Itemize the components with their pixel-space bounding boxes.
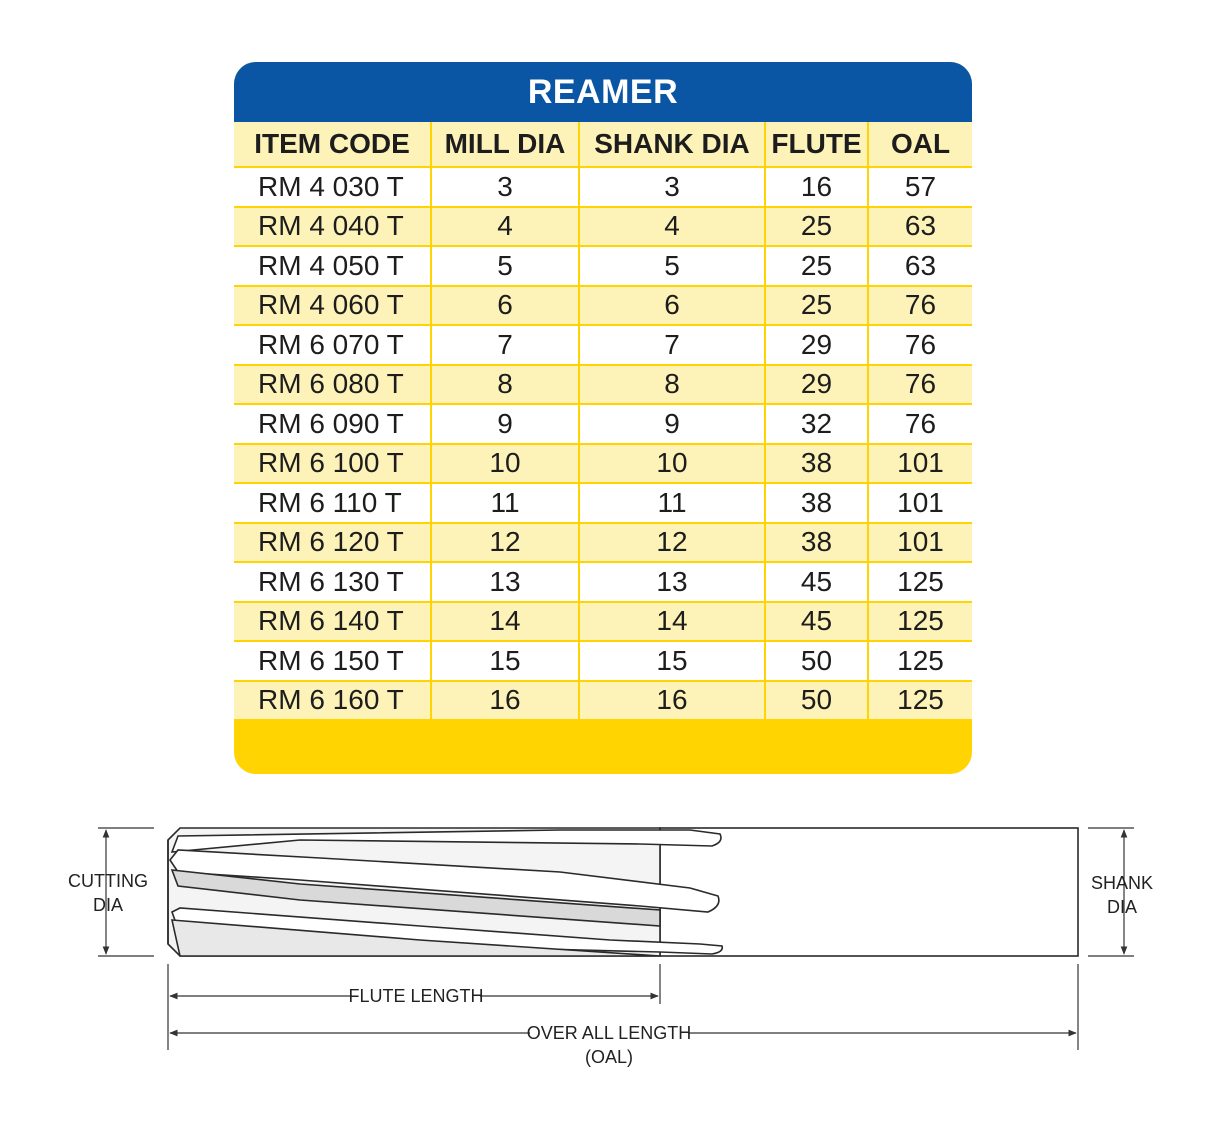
shank-dia-label-2: DIA — [1106, 897, 1138, 917]
cell-item-code: RM 6 110 T — [234, 483, 431, 523]
cell-flute: 50 — [765, 641, 868, 681]
cell-mill-dia: 9 — [431, 404, 579, 444]
cell-flute: 38 — [765, 444, 868, 484]
cell-shank-dia: 10 — [579, 444, 765, 484]
header-shank-dia: SHANK DIA — [579, 122, 765, 167]
cell-mill-dia: 7 — [431, 325, 579, 365]
cell-mill-dia: 10 — [431, 444, 579, 484]
cell-item-code: RM 6 130 T — [234, 562, 431, 602]
overall-length-label: OVER ALL LENGTH — [526, 1023, 692, 1043]
cell-shank-dia: 7 — [579, 325, 765, 365]
oal-abbrev-label: (OAL) — [584, 1047, 634, 1067]
cell-item-code: RM 6 150 T — [234, 641, 431, 681]
cell-oal: 76 — [868, 365, 972, 405]
cell-mill-dia: 5 — [431, 246, 579, 286]
cell-shank-dia: 5 — [579, 246, 765, 286]
cell-flute: 32 — [765, 404, 868, 444]
cell-item-code: RM 6 160 T — [234, 681, 431, 721]
cell-shank-dia: 13 — [579, 562, 765, 602]
header-oal: OAL — [868, 122, 972, 167]
cell-oal: 101 — [868, 483, 972, 523]
cell-flute: 29 — [765, 325, 868, 365]
flute-length-label: FLUTE LENGTH — [348, 986, 484, 1006]
header-flute: FLUTE — [765, 122, 868, 167]
cell-shank-dia: 4 — [579, 207, 765, 247]
shank-body — [660, 828, 1078, 956]
cell-shank-dia: 12 — [579, 523, 765, 563]
cell-oal: 125 — [868, 602, 972, 642]
cell-flute: 38 — [765, 483, 868, 523]
cell-flute: 45 — [765, 562, 868, 602]
cell-item-code: RM 6 140 T — [234, 602, 431, 642]
cell-item-code: RM 4 050 T — [234, 246, 431, 286]
cell-flute: 45 — [765, 602, 868, 642]
shank-dia-label-1: SHANK — [1090, 873, 1154, 893]
cell-shank-dia: 16 — [579, 681, 765, 721]
reamer-tool-drawing — [168, 828, 1078, 956]
cell-shank-dia: 14 — [579, 602, 765, 642]
cell-shank-dia: 8 — [579, 365, 765, 405]
cell-flute: 25 — [765, 286, 868, 326]
cutting-dia-label-2: DIA — [92, 895, 124, 915]
cell-flute: 25 — [765, 207, 868, 247]
cell-item-code: RM 6 070 T — [234, 325, 431, 365]
cell-item-code: RM 6 100 T — [234, 444, 431, 484]
cell-oal: 76 — [868, 404, 972, 444]
cell-oal: 125 — [868, 681, 972, 721]
cell-item-code: RM 4 030 T — [234, 167, 431, 207]
header-item-code: ITEM CODE — [234, 122, 431, 167]
cell-mill-dia: 16 — [431, 681, 579, 721]
cell-shank-dia: 3 — [579, 167, 765, 207]
cell-flute: 29 — [765, 365, 868, 405]
cell-item-code: RM 6 090 T — [234, 404, 431, 444]
header-mill-dia: MILL DIA — [431, 122, 579, 167]
cutting-dia-label-1: CUTTING — [68, 871, 148, 891]
cell-shank-dia: 6 — [579, 286, 765, 326]
cell-oal: 125 — [868, 641, 972, 681]
cell-item-code: RM 4 040 T — [234, 207, 431, 247]
cell-shank-dia: 15 — [579, 641, 765, 681]
cell-flute: 38 — [765, 523, 868, 563]
cell-oal: 101 — [868, 444, 972, 484]
cell-oal: 125 — [868, 562, 972, 602]
table-title: REAMER — [234, 62, 972, 122]
cell-mill-dia: 8 — [431, 365, 579, 405]
cell-item-code: RM 6 120 T — [234, 523, 431, 563]
cell-oal: 76 — [868, 286, 972, 326]
cell-mill-dia: 13 — [431, 562, 579, 602]
cell-mill-dia: 15 — [431, 641, 579, 681]
cell-mill-dia: 6 — [431, 286, 579, 326]
cell-mill-dia: 14 — [431, 602, 579, 642]
cell-mill-dia: 4 — [431, 207, 579, 247]
cell-item-code: RM 6 080 T — [234, 365, 431, 405]
cell-flute: 25 — [765, 246, 868, 286]
cell-flute: 16 — [765, 167, 868, 207]
cell-mill-dia: 11 — [431, 483, 579, 523]
cell-shank-dia: 9 — [579, 404, 765, 444]
cell-oal: 57 — [868, 167, 972, 207]
cell-mill-dia: 12 — [431, 523, 579, 563]
cell-oal: 63 — [868, 207, 972, 247]
cell-shank-dia: 11 — [579, 483, 765, 523]
cell-oal: 101 — [868, 523, 972, 563]
cell-oal: 63 — [868, 246, 972, 286]
cell-mill-dia: 3 — [431, 167, 579, 207]
cell-item-code: RM 4 060 T — [234, 286, 431, 326]
cell-flute: 50 — [765, 681, 868, 721]
cell-oal: 76 — [868, 325, 972, 365]
